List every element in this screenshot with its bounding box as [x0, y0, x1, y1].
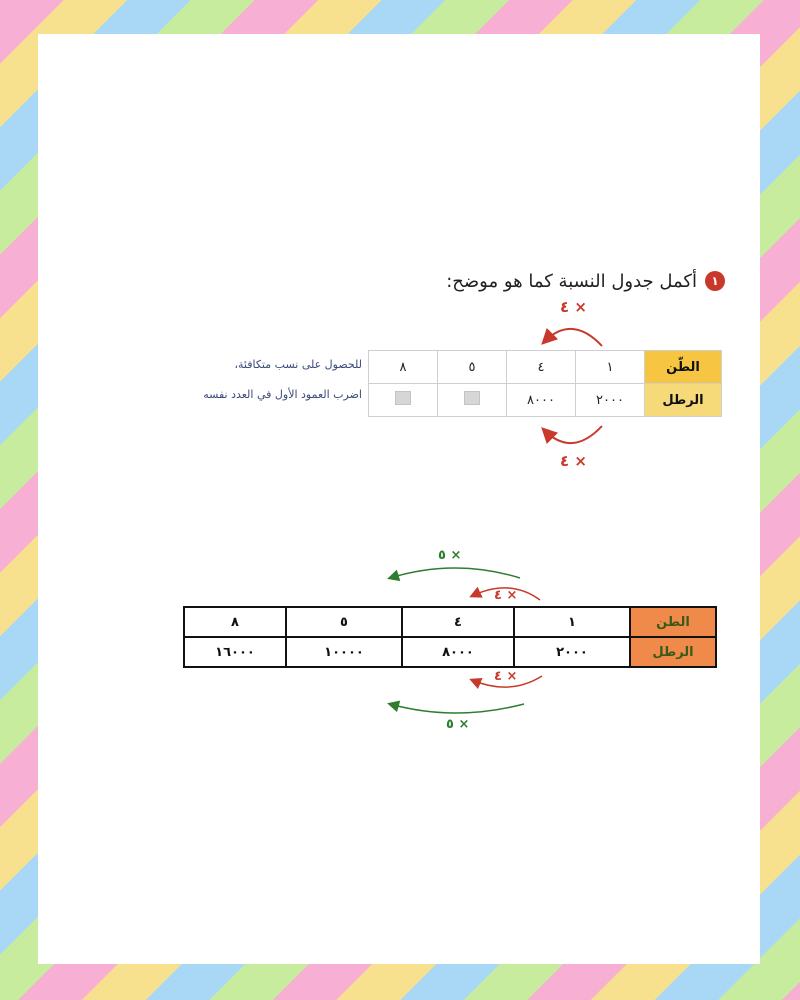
multiplier-label-bottom-red: × ٤ — [494, 669, 518, 684]
row-label-ton: الطّن — [645, 351, 722, 384]
arrow-bottom-red — [544, 426, 602, 443]
multiplier-label-bottom-green: × ٥ — [446, 717, 470, 732]
table-cell: ٨ — [184, 607, 286, 637]
table-cell: ٨٠٠٠ — [507, 384, 576, 417]
row-label-ton: الطن — [630, 607, 716, 637]
multiplier-label-top: × ٤ — [560, 298, 587, 316]
table-cell: ١٠٠٠٠ — [286, 637, 402, 667]
table-cell: ١ — [576, 351, 645, 384]
hint-line: اضرب العمود الأول في العدد نفسه — [203, 388, 362, 401]
table-cell: ٤ — [507, 351, 576, 384]
arrow-top-green — [390, 568, 520, 578]
multiplier-label-top-red: × ٤ — [494, 588, 518, 603]
row-label-pound: الرطل — [645, 384, 722, 417]
table-cell: ٢٠٠٠ — [514, 637, 630, 667]
exercise-number-badge: ١ — [705, 271, 725, 291]
multiplier-label-bottom: × ٤ — [560, 452, 587, 470]
hint-line: للحصول على نسب متكافئة، — [234, 358, 362, 371]
table-cell: ٨ — [369, 351, 438, 384]
table-cell: ٢٠٠٠ — [576, 384, 645, 417]
multiplier-label-top-green: × ٥ — [438, 548, 462, 563]
table-cell: ٥ — [438, 351, 507, 384]
exercise-title: أكمل جدول النسبة كما هو موضح: — [446, 270, 697, 292]
table-cell: ١٦٠٠٠ — [184, 637, 286, 667]
arrow-top-red — [544, 329, 602, 346]
table-cell: ٤ — [402, 607, 514, 637]
table-cell: ٥ — [286, 607, 402, 637]
table-cell: ٨٠٠٠ — [402, 637, 514, 667]
table-cell: ١ — [514, 607, 630, 637]
row-label-pound: الرطل — [630, 637, 716, 667]
arrow-bottom-green — [390, 704, 524, 713]
